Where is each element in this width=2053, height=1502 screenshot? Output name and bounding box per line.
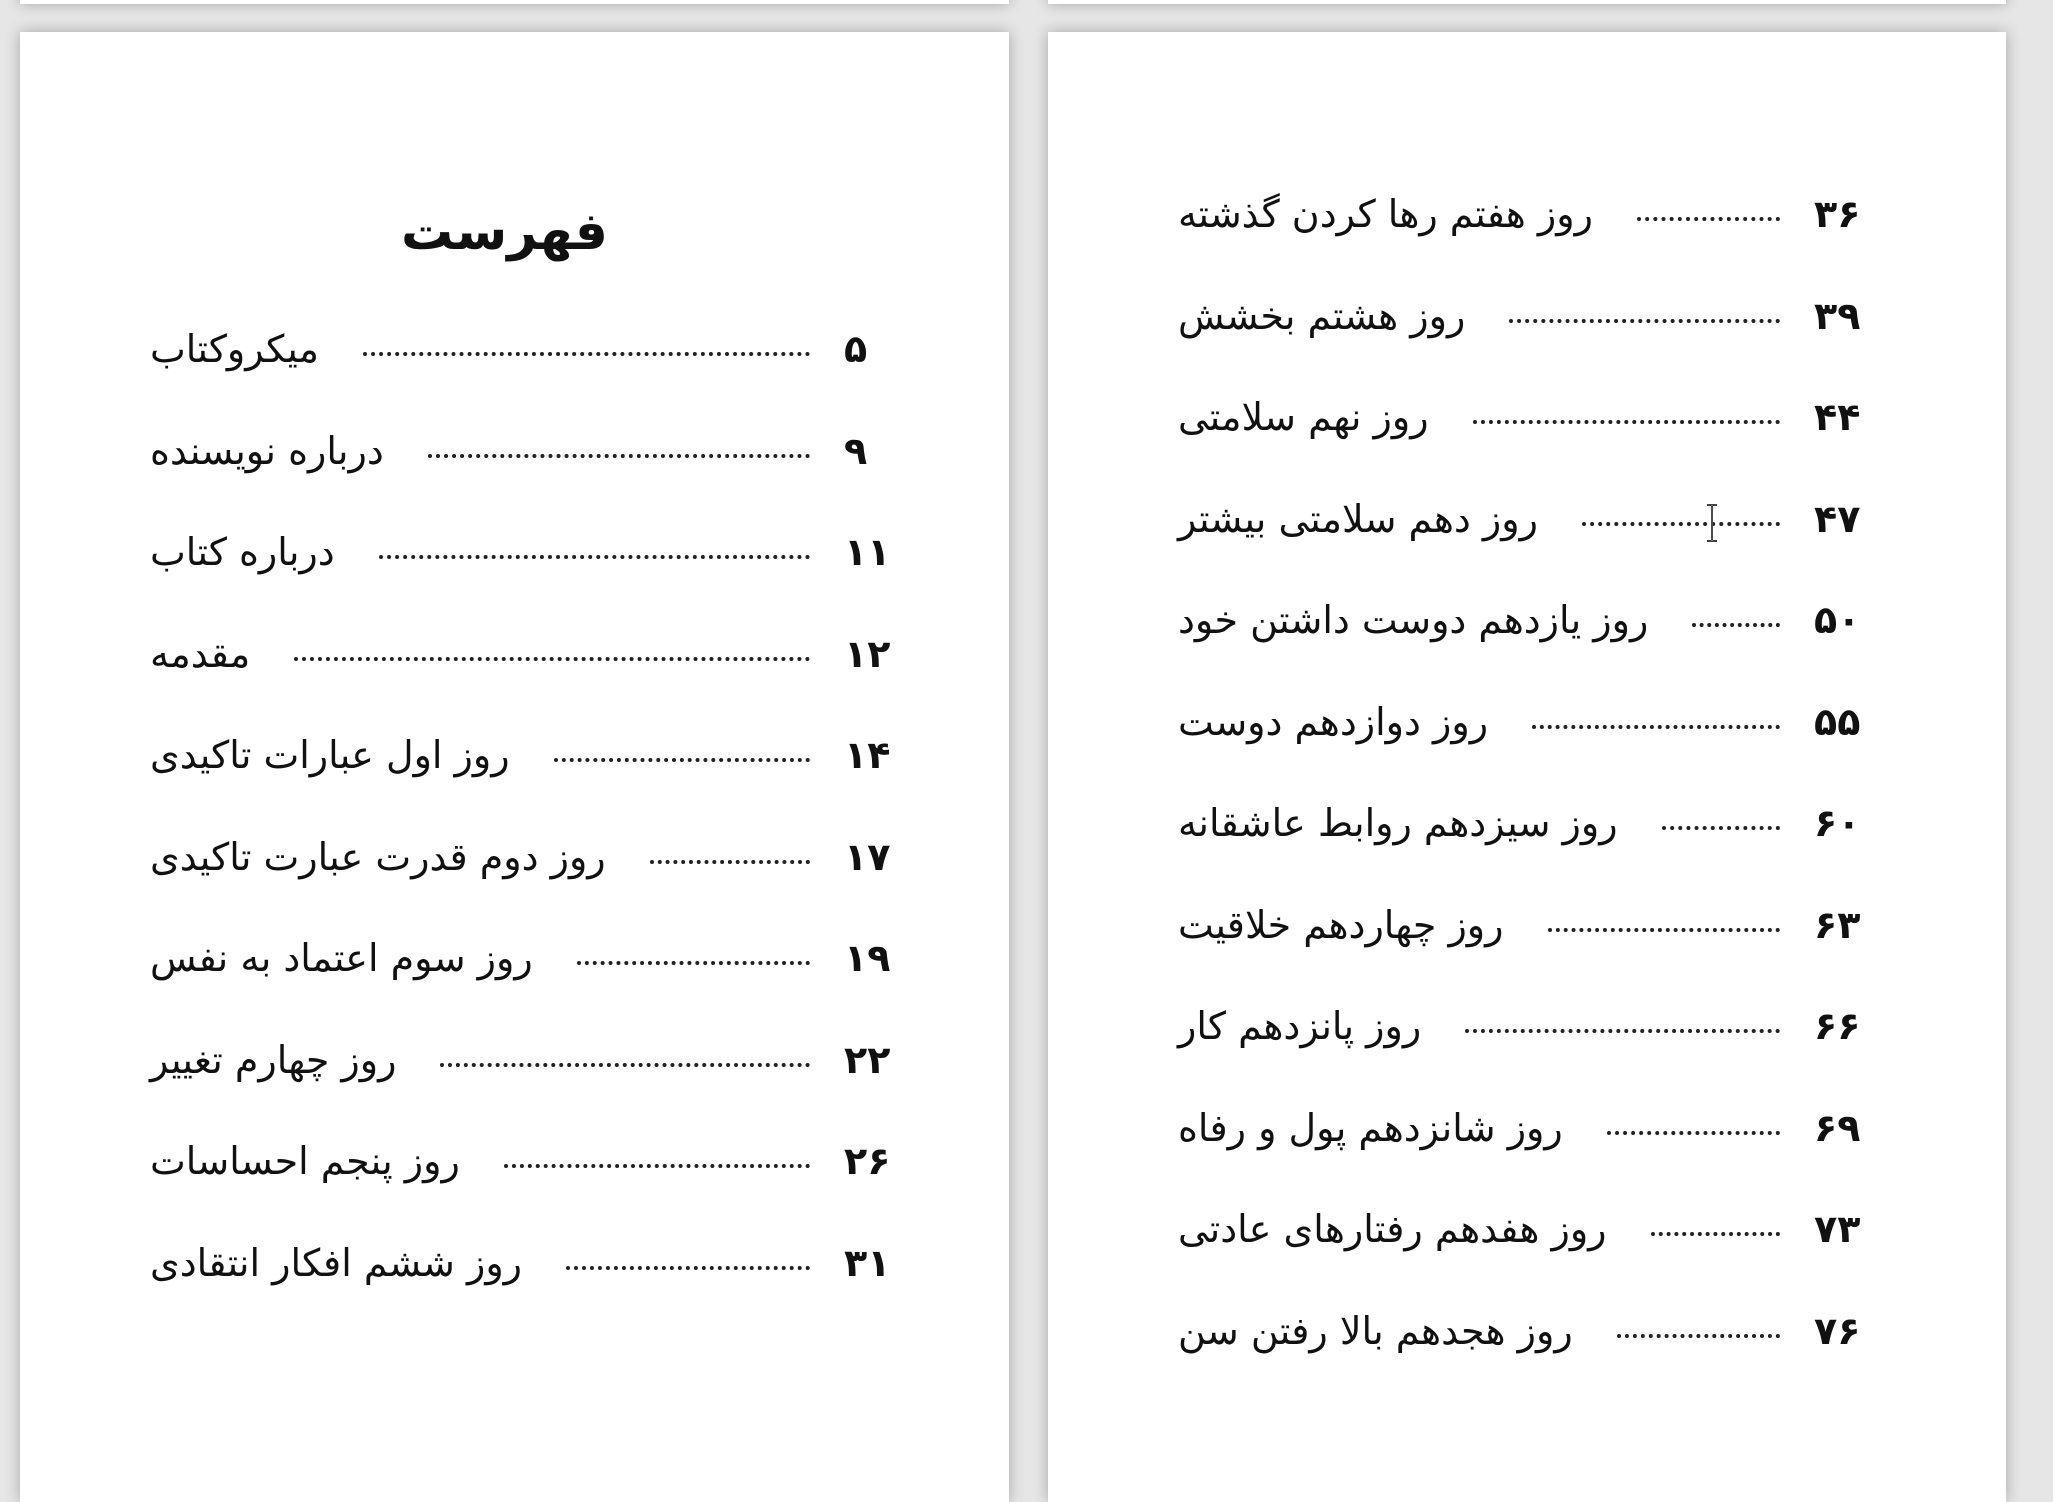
text-cursor-icon xyxy=(1705,503,1719,543)
toc-leader-dots xyxy=(1473,420,1780,424)
toc-leader-dots xyxy=(1582,522,1780,526)
toc-row xyxy=(1178,294,1874,396)
toc-page-number: ۴۷ xyxy=(1814,496,1861,541)
previous-page-right-edge xyxy=(1048,0,2006,4)
toc-row xyxy=(1178,801,1874,903)
toc-leader-dots xyxy=(363,352,810,356)
toc-row xyxy=(1178,598,1874,700)
toc-row xyxy=(150,1139,904,1241)
toc-entry-label: روز پانزدهم کار xyxy=(1178,1004,1422,1048)
toc-row xyxy=(1178,192,1874,294)
toc-entry-label: میکروکتاب xyxy=(150,327,320,371)
right-page xyxy=(1048,32,2006,1502)
toc-row xyxy=(150,632,904,734)
toc-page-number: ۷۶ xyxy=(1814,1308,1861,1353)
toc-page-number: ۲۲ xyxy=(844,1037,891,1082)
toc-page-number: ۶۹ xyxy=(1814,1105,1861,1150)
toc-entry-label: روز دوازدهم دوست xyxy=(1178,699,1489,744)
toc-entry-label: روز پنجم احساسات xyxy=(150,1139,460,1183)
toc-page-number: ۵ xyxy=(844,327,868,371)
toc-leader-dots xyxy=(294,657,810,661)
toc-page-number: ۶۶ xyxy=(1814,1004,1861,1048)
toc-entry-label: روز هفتم رها کردن گذشته xyxy=(1178,192,1593,236)
toc-row xyxy=(1178,497,1874,599)
toc-row xyxy=(1178,1207,1874,1309)
toc-list-left xyxy=(150,327,904,1342)
toc-leader-dots xyxy=(1532,725,1780,729)
toc-leader-dots xyxy=(577,961,810,965)
toc-leader-dots xyxy=(1692,623,1780,627)
toc-leader-dots xyxy=(440,1063,810,1067)
toc-leader-dots xyxy=(1465,1029,1780,1033)
toc-page-number: ۴۴ xyxy=(1814,395,1861,439)
toc-page-number: ۵۵ xyxy=(1814,699,1861,744)
toc-leader-dots xyxy=(1662,826,1780,830)
toc-row xyxy=(150,936,904,1038)
toc-leader-dots xyxy=(566,1266,810,1270)
toc-row xyxy=(150,835,904,937)
toc-entry-label: روز چهارم تغییر xyxy=(150,1037,397,1082)
toc-page-number: ۱۷ xyxy=(844,834,891,879)
toc-page-number: ۶۰ xyxy=(1814,801,1861,845)
toc-entry-label: روز سوم اعتماد به نفس xyxy=(150,936,533,980)
toc-entry-label: روز نهم سلامتی xyxy=(1178,395,1429,439)
previous-page-left-edge xyxy=(20,0,1009,4)
toc-entry-label: روز هشتم بخشش xyxy=(1178,293,1466,338)
toc-leader-dots xyxy=(1637,217,1780,221)
toc-leader-dots xyxy=(1607,1131,1780,1135)
toc-leader-dots xyxy=(504,1164,810,1168)
toc-leader-dots xyxy=(650,860,810,864)
toc-page-number: ۳۶ xyxy=(1814,192,1861,236)
toc-row xyxy=(1178,1106,1874,1208)
toc-row xyxy=(150,327,904,429)
page-title: فهرست xyxy=(401,202,608,262)
toc-page-number: ۱۴ xyxy=(844,733,891,777)
toc-entry-label: روز اول عبارات تاکیدی xyxy=(150,733,510,777)
toc-row xyxy=(150,1038,904,1140)
toc-row xyxy=(150,429,904,531)
toc-page-number: ۱۲ xyxy=(844,631,891,676)
toc-entry-label: مقدمه xyxy=(150,631,251,676)
toc-entry-label: روز دهم سلامتی بیشتر xyxy=(1178,496,1538,541)
toc-page-number: ۱۱ xyxy=(844,530,891,574)
toc-entry-label: روز چهاردهم خلاقیت xyxy=(1178,902,1504,947)
toc-leader-dots xyxy=(554,758,810,762)
toc-row xyxy=(150,530,904,632)
toc-leader-dots xyxy=(1509,319,1780,323)
toc-leader-dots xyxy=(1548,928,1780,932)
toc-row xyxy=(1178,700,1874,802)
toc-row xyxy=(1178,903,1874,1005)
toc-page-number: ۹ xyxy=(844,428,868,473)
toc-entry-label: روز ششم افکار انتقادی xyxy=(150,1240,523,1285)
toc-page-number: ۶۳ xyxy=(1814,902,1861,947)
toc-row xyxy=(150,1241,904,1343)
toc-row xyxy=(1178,1309,1874,1411)
toc-entry-label: روز شانزدهم پول و رفاه xyxy=(1178,1105,1563,1150)
toc-row xyxy=(1178,395,1874,497)
toc-leader-dots xyxy=(1651,1232,1780,1236)
toc-leader-dots xyxy=(428,454,810,458)
toc-page-number: ۱۹ xyxy=(844,936,891,980)
toc-page-number: ۲۶ xyxy=(844,1139,891,1183)
toc-entry-label: درباره نویسنده xyxy=(150,428,384,473)
toc-leader-dots xyxy=(379,555,810,559)
toc-entry-label: روز دوم قدرت عبارت تاکیدی xyxy=(150,834,606,879)
toc-entry-label: روز هفدهم رفتارهای عادتی xyxy=(1178,1207,1607,1251)
toc-list-right xyxy=(1178,192,1874,1410)
toc-row xyxy=(1178,1004,1874,1106)
left-page xyxy=(20,32,1009,1502)
toc-leader-dots xyxy=(1617,1334,1780,1338)
toc-page-number: ۵۰ xyxy=(1814,598,1861,642)
toc-entry-label: روز سیزدهم روابط عاشقانه xyxy=(1178,801,1618,845)
toc-row xyxy=(150,733,904,835)
toc-entry-label: درباره کتاب xyxy=(150,530,335,574)
toc-page-number: ۳۹ xyxy=(1814,293,1861,338)
toc-entry-label: روز یازدهم دوست داشتن خود xyxy=(1178,598,1649,642)
toc-entry-label: روز هجدهم بالا رفتن سن xyxy=(1178,1308,1573,1353)
toc-page-number: ۷۳ xyxy=(1814,1207,1861,1251)
toc-page-number: ۳۱ xyxy=(844,1240,891,1285)
